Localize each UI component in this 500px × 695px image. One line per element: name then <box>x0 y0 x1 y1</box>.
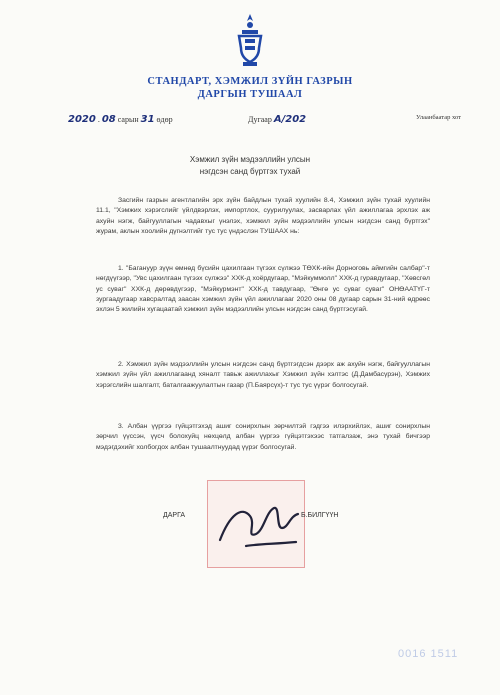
order-number <box>248 114 306 125</box>
state-emblem-icon <box>233 12 267 68</box>
issue-date: 2020 . 08 сарын 31 өдөр <box>68 114 173 125</box>
document-title-line1: Хэмжил зүйн мэдээллийн улсын <box>189 155 311 164</box>
org-name: СТАНДАРТ, ХЭМЖИЛ ЗҮЙН ГАЗРЫН <box>147 76 353 87</box>
month-label: сарын <box>117 115 139 124</box>
clause-2: 2. Хэмжил зүйн мэдээллийн улсын нэгдсэн санд бүртгэгдсэн дээрх аж ахуйн нэгж, байгууллагын хэмжил зүйн үйл ажиллагаанд хяналт тавьж ажиллахыг Хэмжил зүйн хэлтэс (Д.Дамбасүрэн), Хэмжих хэрэгслийн шалгалт, баталгаажуулалтын газар (П.Баярсүх)-т тус тус үүрэг болгосугай. <box>96 361 430 389</box>
intro-paragraph: Засгийн газрын агентлагийн эрх зүйн байдлын тухай хуулийн 8.4, Хэмжил зүйн тухай хуулийн 11.1, "Хэмжих хэрэгслийг үйлдвэрлэх, импортлох, суурилуулах, засварлах үйл ажиллагаа эрхлэх аж ахуйн нэгж, байгууллагын чадавхыг үнэлэх, хэмжил зүйн мэдээллийн улсын нэгдсэн санд бүртгэх" журам, аклын хоолийн дүгнэлтийг тус тус үндэслэн ТУШААХ нь: <box>96 197 430 235</box>
signatory-title: ДАРГА <box>163 512 186 519</box>
number-label: Дугаар <box>248 115 272 124</box>
order-type: ДАРГЫН ТУШААЛ <box>197 89 303 100</box>
document-title-line2: нэгдсэн санд бүртгэх тухай <box>199 167 301 176</box>
date-day: 31 <box>140 114 155 125</box>
serial-watermark: 0016 1511 <box>398 648 459 660</box>
date-year: 2020 <box>68 114 96 125</box>
issue-place: Улаанбаатар хот <box>416 114 461 121</box>
day-label: өдөр <box>156 115 173 124</box>
date-month: 08 <box>101 114 116 125</box>
number-value: А/202 <box>273 114 307 125</box>
clause-1: 1. "Багануур зүүн өмнөд бүсийн цахилгаан түгээх сүлжээ ТӨХК-ийн Дорноговь аймгийн салбар"-т нөгдүүгээр, "Увс цахилгаан түгээх сүлжээ" ХХК-д хоёрдугаар, "Мэйкуммолл" ХХК-д гуравдугаар, "Хөвсгөл ус суваг" ХХК-д дөрөвдүгээр, "Мэйкурмэнт" ХХК-д тавдугаар, "Өнгө ус суваг суваг" ОНӨААТҮГ-т зургаадугаар хавсралтад заасан хэмжил зүйн үйл ажиллагааг 2020 оны 08 дугаар сарын 31-ний өдрөөс эхлэн 5 жилийн хугацаатай хэмжил зүйн мэдээллийн улсын нэгдсэн санд бүртгэсугай. <box>96 265 430 314</box>
clause-3: 3. Албан үүргээ гүйцэтгэхэд ашиг сонирхлын зөрчилтэй гэдгээ илэрхийлэх, ашиг сонирхлын зөрчил үүссэн, үүсч болохуйц нөхцөлд албан үүргээ гүйцэтгэхээс татгалзаж, энэ тухай бичгээр мэдэгдэхийг холбогдох албан тушаалтнуудад үүрэг болгосугай. <box>96 423 430 451</box>
signatory-name: Б.БИЛГҮҮН <box>301 512 339 519</box>
signature-icon <box>216 494 306 564</box>
